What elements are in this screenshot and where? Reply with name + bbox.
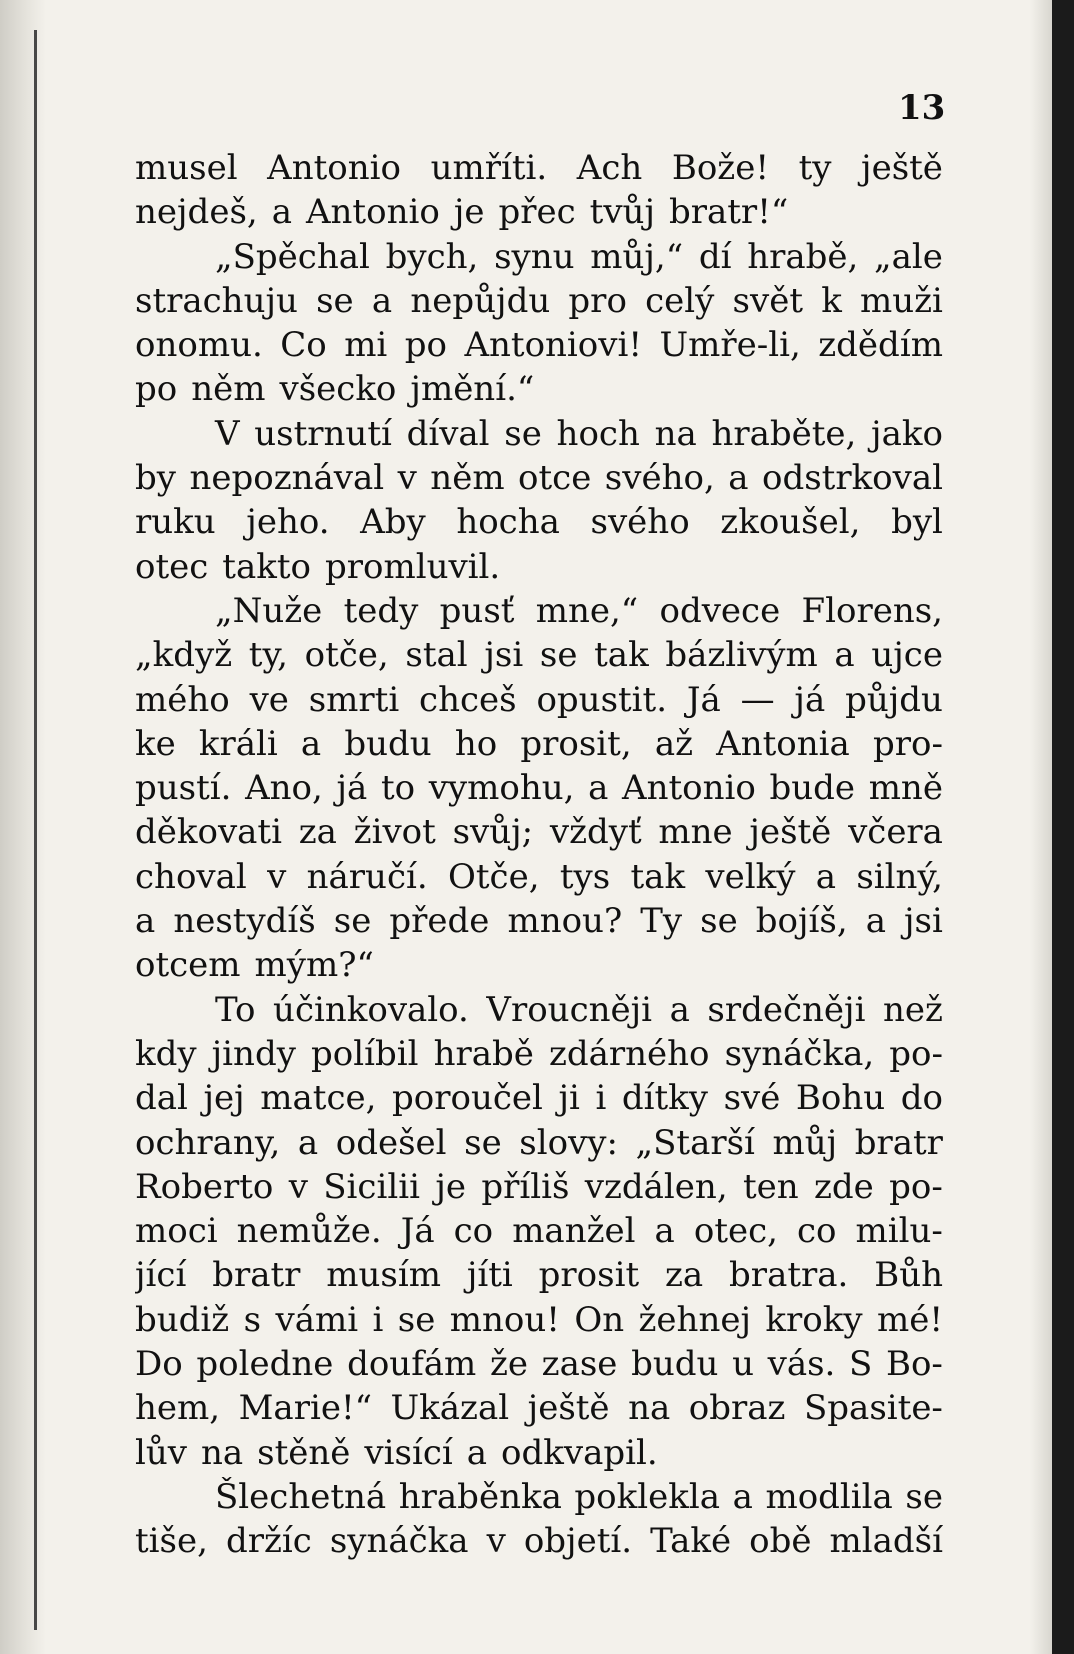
word: můj — [772, 1122, 838, 1163]
word: a — [466, 1432, 488, 1473]
word: jíti — [466, 1255, 513, 1296]
word: se — [905, 1476, 943, 1517]
word: jeho. — [246, 502, 330, 543]
word: hoch — [556, 413, 640, 454]
word: Bo- — [885, 1344, 943, 1385]
word: je — [435, 1166, 466, 1207]
word: „Nuže — [215, 590, 323, 631]
word: strachuju — [135, 280, 298, 321]
word: účinkovalo. — [273, 989, 469, 1030]
word: Já — [400, 1211, 435, 1252]
text-line — [135, 1167, 943, 1211]
word: nepůjdu — [410, 280, 551, 321]
word: otce — [518, 458, 592, 499]
word: Ach — [576, 148, 643, 188]
word: Sicilii — [323, 1166, 420, 1207]
word: ty, — [248, 635, 288, 676]
word: by — [135, 458, 176, 499]
word: až — [654, 723, 693, 764]
word: muži — [859, 280, 943, 321]
word: jsi — [904, 901, 943, 942]
word: Antonio — [305, 192, 440, 233]
word: hocha — [456, 502, 560, 543]
word: „ale — [874, 236, 943, 277]
word: zdárného — [548, 1033, 710, 1074]
word: a — [834, 635, 855, 676]
word: byl — [891, 502, 943, 543]
word: tak — [630, 856, 686, 897]
word: se — [700, 901, 738, 942]
word: velký — [705, 856, 796, 897]
word: se — [504, 413, 542, 454]
word: slovy: — [519, 1122, 618, 1163]
word: Také — [650, 1521, 732, 1562]
word: odkvapil. — [501, 1432, 658, 1473]
word: ustrnutí — [254, 413, 392, 454]
word: a — [865, 901, 886, 942]
word: svět — [732, 280, 803, 321]
word: hraběte, — [711, 413, 857, 454]
word: hrabě — [433, 1033, 534, 1074]
word: stěně — [257, 1432, 351, 1473]
text-line — [135, 1388, 943, 1432]
word: žehnej — [638, 1299, 752, 1340]
word: Florens, — [801, 590, 943, 631]
word: bratr — [854, 1122, 943, 1163]
text-line — [135, 325, 943, 369]
word: Do — [135, 1344, 183, 1385]
word: srdečněji — [707, 989, 866, 1030]
text-line — [135, 901, 943, 945]
word: Šlechetná — [215, 1476, 387, 1517]
word: budu — [344, 723, 432, 764]
word: odstrkoval — [761, 458, 943, 499]
word: jako — [871, 413, 943, 454]
word: přede — [389, 901, 490, 942]
word: něm — [191, 369, 266, 410]
text-line — [135, 1034, 943, 1078]
word: ještě — [749, 812, 832, 853]
text-line — [135, 680, 943, 724]
word: za — [298, 812, 337, 853]
word: se — [333, 901, 372, 942]
text-line — [135, 458, 943, 502]
word: na — [654, 413, 697, 454]
word: bratr — [212, 1255, 301, 1296]
text-line — [135, 1211, 943, 1255]
word: Aby — [360, 502, 426, 543]
word: hrabě, — [747, 236, 859, 277]
word: takto — [222, 546, 311, 587]
word: je — [453, 192, 485, 233]
word: hraběnka — [398, 1476, 562, 1517]
word: zdědím — [818, 325, 943, 366]
word: bych, — [385, 236, 479, 277]
word: jej — [203, 1078, 245, 1119]
word: se — [397, 1299, 436, 1340]
word: pro- — [872, 723, 943, 764]
word: budu — [631, 1344, 719, 1385]
word: jsi — [484, 635, 524, 676]
word: v — [288, 1166, 308, 1207]
word: ho — [454, 723, 498, 764]
word: zkoušel, — [720, 502, 861, 543]
word: ještě — [861, 148, 943, 188]
word: svůj; — [452, 812, 534, 853]
word: po- — [889, 1033, 943, 1074]
word: otec, — [693, 1211, 778, 1252]
word: budiž — [135, 1299, 230, 1340]
word: i — [595, 1078, 607, 1119]
text-line — [135, 1123, 943, 1167]
word: synáčka, — [724, 1033, 875, 1074]
word: ten — [742, 1166, 799, 1207]
word: já — [794, 679, 826, 720]
word: Ukázal — [390, 1388, 510, 1429]
word: dí — [698, 236, 732, 277]
word: kroky — [765, 1299, 863, 1340]
word: ujce — [871, 635, 943, 676]
word: mnou! — [449, 1299, 560, 1340]
text-line — [135, 1433, 943, 1477]
word: dal — [135, 1078, 188, 1119]
word: co — [453, 1211, 494, 1252]
word: život — [353, 812, 436, 853]
word: se — [539, 635, 578, 676]
word: jindy — [211, 1033, 296, 1074]
word: mne — [658, 812, 733, 853]
word: doufám — [347, 1344, 477, 1385]
word: v — [486, 1521, 506, 1562]
word: včera — [848, 812, 943, 853]
word: než — [883, 989, 943, 1030]
word: svého, — [604, 458, 715, 499]
word: můj,“ — [590, 236, 684, 277]
word: a — [297, 1122, 319, 1163]
word: za — [665, 1255, 704, 1296]
word: onomu. — [135, 325, 263, 366]
word: do — [900, 1078, 943, 1119]
text-line — [135, 812, 943, 856]
text-line — [135, 591, 943, 635]
word: i — [372, 1299, 384, 1340]
word: a — [732, 1476, 753, 1517]
word: synu — [494, 236, 575, 277]
word: díval — [406, 413, 490, 454]
word: mne,“ — [535, 590, 639, 631]
word: manžel — [512, 1211, 636, 1252]
page-edge-shadow — [1030, 0, 1052, 1654]
word: a — [371, 280, 393, 321]
word: tys — [559, 856, 611, 897]
page-number: 13 — [898, 88, 946, 128]
body-text — [135, 148, 943, 1566]
word: Antoniovi! — [464, 325, 643, 366]
word: smrti — [308, 679, 400, 720]
word: lův — [135, 1432, 187, 1473]
word: pustí. — [135, 768, 232, 809]
text-line — [135, 1344, 943, 1388]
word: u — [732, 1344, 754, 1385]
word: a — [588, 768, 609, 809]
word: tak — [594, 635, 649, 676]
word: políbil — [311, 1033, 419, 1074]
word: po — [135, 369, 178, 410]
word: příliš — [481, 1166, 570, 1207]
word: Já — [686, 679, 721, 720]
text-line — [135, 768, 943, 812]
word: mým?“ — [254, 945, 374, 986]
page-spine-shadow — [0, 0, 46, 1654]
word: se — [316, 280, 354, 321]
word: obě — [749, 1521, 812, 1562]
word: všecko — [279, 369, 397, 410]
word: králi — [198, 723, 278, 764]
text-line — [135, 635, 943, 679]
word: On — [574, 1299, 625, 1340]
word: prosit, — [520, 723, 632, 764]
word: stal — [405, 635, 468, 676]
word: pusť — [439, 590, 515, 631]
word: obraz — [688, 1388, 786, 1429]
word: půjdu — [845, 679, 943, 720]
word: dítky — [621, 1078, 708, 1119]
word: promluvil. — [324, 546, 501, 587]
text-line — [135, 547, 943, 591]
word: mladší — [829, 1521, 943, 1562]
word: Otče, — [448, 856, 540, 897]
word: tedy — [343, 590, 419, 631]
word: Marie!“ — [238, 1388, 372, 1429]
binding-edge-line — [34, 30, 37, 1630]
word: poklekla — [574, 1476, 721, 1517]
word: celý — [645, 280, 715, 321]
word: a — [815, 856, 837, 897]
word: mi — [344, 325, 388, 366]
text-line — [135, 281, 943, 325]
word: tvůj — [589, 192, 655, 233]
word: ty — [798, 148, 832, 188]
word: mého — [135, 679, 230, 720]
word: bázlivým — [665, 635, 818, 676]
word: S — [849, 1344, 873, 1385]
text-line — [135, 192, 943, 236]
text-line — [135, 1300, 943, 1344]
word: bratr!“ — [668, 192, 789, 233]
word: jící — [135, 1255, 187, 1296]
word: nepoznával — [189, 458, 385, 499]
word: otcem — [135, 945, 241, 986]
word: Antonio — [622, 768, 756, 809]
word: to — [380, 768, 416, 809]
word: v — [267, 856, 287, 897]
word: ke — [135, 723, 176, 764]
word: Spasite- — [804, 1388, 943, 1429]
word: ruku — [135, 502, 216, 543]
word: vymohu, — [428, 768, 575, 809]
word: kdy — [135, 1033, 197, 1074]
word: že — [489, 1344, 528, 1385]
word: opustit. — [536, 679, 668, 720]
word: modlila — [765, 1476, 893, 1517]
text-line — [135, 724, 943, 768]
word: ochrany, — [135, 1122, 281, 1163]
word: bojíš, — [755, 901, 848, 942]
word: — — [740, 679, 775, 720]
word: děkovati — [135, 812, 282, 853]
word: Ano, — [245, 768, 323, 809]
word: po- — [889, 1166, 943, 1207]
word: synáčka — [329, 1521, 469, 1562]
word: a — [669, 989, 690, 1030]
word: mé! — [876, 1299, 943, 1340]
word: To — [215, 989, 256, 1030]
word: vás. — [767, 1344, 836, 1385]
text-line — [135, 990, 943, 1034]
word: silný, — [856, 856, 943, 897]
word: Antonio — [267, 148, 401, 188]
word: a — [271, 192, 292, 233]
text-line — [135, 945, 943, 989]
text-line — [135, 414, 943, 458]
word: otec — [135, 546, 209, 587]
word: se — [464, 1122, 502, 1163]
word: matce, — [260, 1078, 377, 1119]
word: moci — [135, 1211, 218, 1252]
word: odešel — [335, 1122, 447, 1163]
word: prosit — [538, 1255, 640, 1296]
word: „Spěchal — [215, 236, 370, 277]
word: a — [135, 901, 156, 942]
word: V — [215, 413, 240, 454]
text-line — [135, 1521, 943, 1565]
word: jmění.“ — [410, 369, 535, 410]
text-line — [135, 1255, 943, 1299]
word: choval — [135, 856, 247, 897]
word: „když — [135, 635, 233, 676]
word: s — [243, 1299, 262, 1340]
word: pro — [568, 280, 627, 321]
text-line — [135, 1477, 943, 1521]
word: náručí. — [306, 856, 428, 897]
word: mnou? — [507, 901, 623, 942]
word: hem, — [135, 1388, 221, 1429]
text-line — [135, 369, 943, 413]
word: ještě — [527, 1388, 610, 1429]
text-line — [135, 148, 943, 192]
word: otče, — [304, 635, 389, 676]
word: musím — [326, 1255, 441, 1296]
word: nestydíš — [173, 901, 316, 942]
word: bude — [769, 768, 856, 809]
word: bratra. — [729, 1255, 849, 1296]
word: zase — [541, 1344, 618, 1385]
word: Bože! — [671, 148, 769, 188]
word: k — [821, 280, 842, 321]
word: nejdeš, — [135, 192, 258, 233]
word: na — [628, 1388, 671, 1429]
word: něm — [430, 458, 505, 499]
word: zde — [814, 1166, 874, 1207]
word: v — [397, 458, 417, 499]
word: držíc — [225, 1521, 312, 1562]
word: musel — [135, 148, 238, 188]
word: umříti. — [430, 148, 548, 188]
word: přec — [498, 192, 576, 233]
word: ji — [558, 1078, 580, 1119]
word: vždyť — [549, 812, 642, 853]
word: Bůh — [874, 1255, 943, 1296]
word: po — [404, 325, 447, 366]
word: objetí. — [523, 1521, 633, 1562]
word: poroučel — [391, 1078, 543, 1119]
word: nemůže. — [236, 1211, 382, 1252]
word: Umře-li, — [659, 325, 801, 366]
word: odvece — [659, 590, 781, 631]
word: co — [797, 1211, 837, 1252]
word: Ty — [640, 901, 683, 942]
word: na — [200, 1432, 244, 1473]
text-line — [135, 1078, 943, 1122]
word: a — [654, 1211, 675, 1252]
word: mně — [868, 768, 943, 809]
word: visící — [364, 1432, 453, 1473]
word: chceš — [419, 679, 517, 720]
text-line — [135, 857, 943, 901]
word: Antonia — [716, 723, 850, 764]
word: Bohu — [795, 1078, 886, 1119]
word: ve — [249, 679, 289, 720]
word: Co — [280, 325, 327, 366]
text-line — [135, 237, 943, 281]
word: „Starší — [635, 1122, 755, 1163]
word: Roberto — [135, 1166, 274, 1207]
word: a — [300, 723, 322, 764]
word: vzdálen, — [584, 1166, 728, 1207]
word: tiše, — [135, 1521, 208, 1562]
word: já — [336, 768, 368, 809]
word: milu- — [855, 1211, 943, 1252]
word: Vroucněji — [486, 989, 653, 1030]
word: poledne — [196, 1344, 334, 1385]
word: svého — [590, 502, 690, 543]
word: vámi — [275, 1299, 359, 1340]
word: své — [723, 1078, 781, 1119]
text-line — [135, 502, 943, 546]
word: a — [728, 458, 749, 499]
